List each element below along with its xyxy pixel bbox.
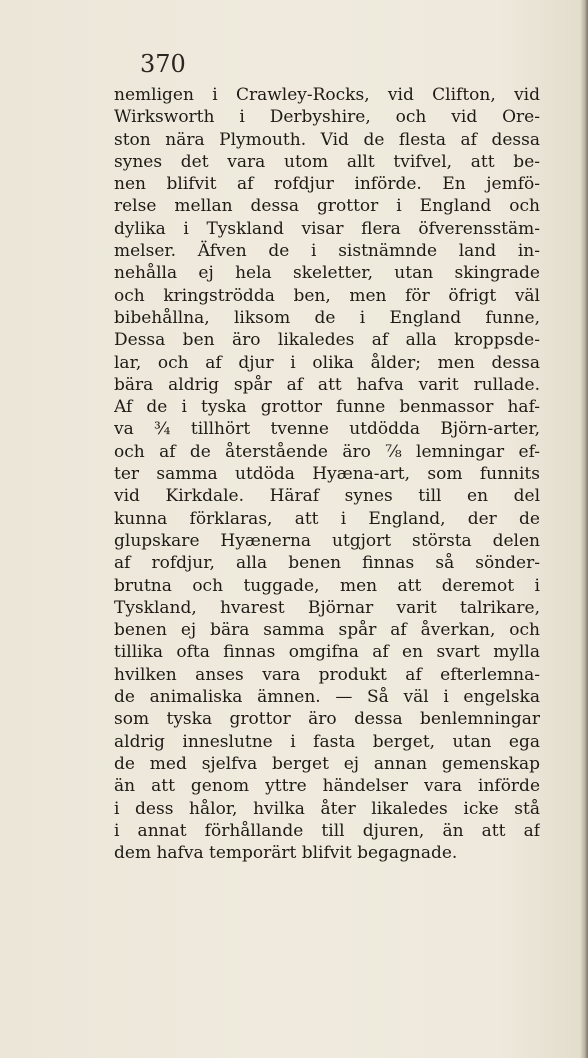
text-line: Wirksworth i Derbyshire, och vid Ore-: [114, 107, 540, 128]
text-line: kunna förklaras, att i England, der de: [114, 508, 540, 529]
text-line: de animaliska ämnen. — Så väl i engelska: [114, 687, 540, 708]
text-line: som tyska grottor äro dessa benlemningar: [114, 709, 540, 730]
text-line: va ¾ tillhört tvenne utdödda Björn-arter,: [114, 419, 540, 440]
body-text: [114, 84, 540, 864]
text-line: dem hafva temporärt blifvit begagnade.: [114, 843, 458, 864]
page-edge-shadow: [580, 0, 588, 1058]
text-line: lar, och af djur i olika ålder; men dessa: [114, 352, 540, 373]
text-line: vid Kirkdale. Häraf synes till en del: [114, 486, 540, 507]
text-line: nemligen i Crawley-Rocks, vid Clifton, vid: [114, 85, 540, 105]
page-number: 370: [140, 50, 186, 78]
text-line: bära aldrig spår af att hafva varit rullade.: [114, 374, 540, 395]
text-line: melser. Äfven de i sistnämnde land in-: [114, 241, 540, 262]
text-line: Af de i tyska grottor funne benmassor haf-: [114, 397, 540, 418]
text-line: nen blifvit af rofdjur införde. En jemfö-: [114, 174, 540, 195]
text-line: än att genom yttre händelser vara införde: [114, 776, 540, 797]
text-line: tillika ofta finnas omgifna af en svart mylla: [114, 642, 540, 663]
text-line: i dess hålor, hvilka åter likaledes icke stå: [114, 798, 540, 819]
text-line: aldrig inneslutne i fasta berget, utan ega: [114, 731, 540, 752]
text-line: dylika i Tyskland visar flera öfverensstäm-: [114, 218, 540, 239]
text-line: ter samma utdöda Hyæna-art, som funnits: [114, 464, 540, 485]
text-line: och af de återstående äro ⅞ lemningar ef-: [114, 441, 540, 462]
text-line: ston nära Plymouth. Vid de flesta af dessa: [114, 129, 540, 150]
text-line: benen ej bära samma spår af åverkan, och: [114, 620, 540, 641]
text-line: synes det vara utom allt tvifvel, att be-: [114, 151, 540, 172]
text-line: Tyskland, hvarest Björnar varit talrikare,: [114, 597, 540, 618]
text-line: bibehållna, liksom de i England funne,: [114, 307, 540, 328]
text-line: i annat förhållande till djuren, än att af: [114, 820, 540, 841]
text-line: och kringströdda ben, men för öfrigt väl: [114, 285, 540, 306]
text-line: brutna och tuggade, men att deremot i: [114, 575, 540, 596]
text-line: glupskare Hyænerna utgjort största delen: [114, 530, 540, 551]
text-line: relse mellan dessa grottor i England och: [114, 196, 540, 217]
text-line: hvilken anses vara produkt af efterlemna-: [114, 664, 540, 685]
text-line: nehålla ej hela skeletter, utan skingrade: [114, 263, 540, 284]
text-line: af rofdjur, alla benen finnas så sönder-: [114, 553, 540, 574]
text-line: Dessa ben äro likaledes af alla kroppsde-: [114, 330, 540, 351]
text-line: de med sjelfva berget ej annan gemenskap: [114, 753, 540, 774]
